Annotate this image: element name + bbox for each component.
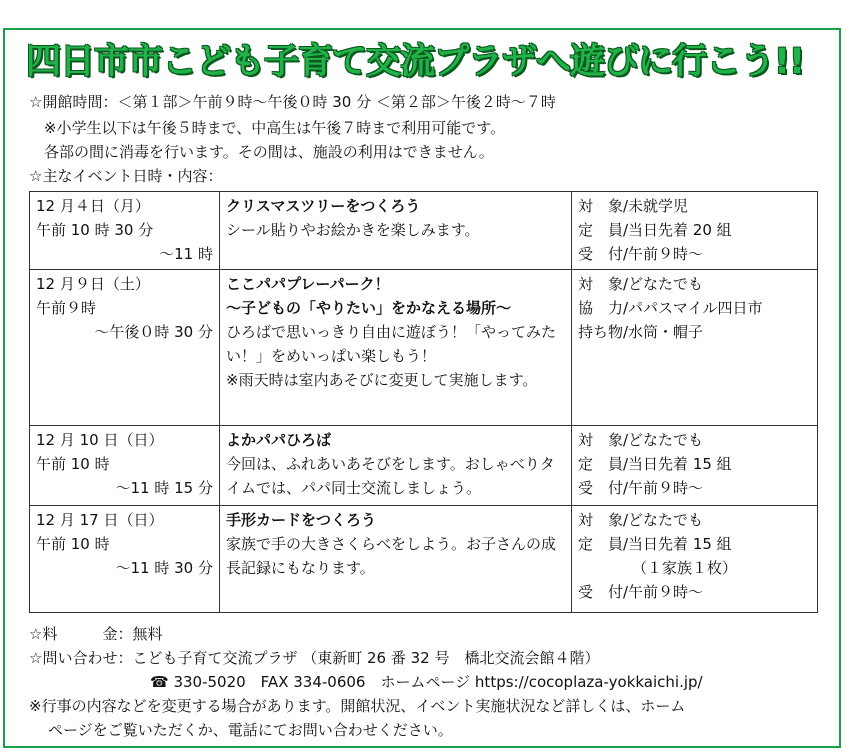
event-detail: 受 付/午前９時〜 [578, 479, 704, 497]
notice-line-2: ページをご覧いただくか、電話にてお問い合わせください。 [48, 721, 453, 739]
event-date: 12 月 17 日（日） [36, 511, 164, 529]
opening-hours: ☆開館時間：＜第１部＞午前９時〜午後０時 30 分 ＜第２部＞午後２時〜７時 [29, 93, 556, 111]
event-time-start: 午前 10 時 30 分 [36, 221, 154, 239]
event-details [572, 506, 818, 613]
contact-address: ☆問い合わせ：こども子育て交流プラザ （東新町 26 番 32 号 橋北交流会館４階） [29, 649, 600, 667]
event-description: 今回は、ふれあいあそびをします。おしゃべりタイムでは、パパ同士交流しましょう。 [226, 455, 555, 497]
event-details [572, 270, 818, 426]
event-date: 12 月４日（月） [36, 197, 150, 215]
event-title: よかパパひろば [226, 431, 332, 449]
event-datetime [30, 192, 220, 270]
event-datetime [30, 506, 220, 613]
event-detail: 持ち物/水筒・帽子 [578, 323, 704, 341]
event-time-end: 〜午後０時 30 分 [94, 323, 213, 341]
event-content [220, 426, 572, 506]
event-description: 家族で手の大きさくらべをしよう。お子さんの成長記録にもなります。 [226, 535, 557, 577]
event-time-end: 〜11 時 30 分 [115, 559, 213, 577]
event-date: 12 月 10 日（日） [36, 431, 164, 449]
event-title: 手形カードをつくろう [226, 511, 377, 529]
event-detail: 定 員/当日先着 15 組 [578, 535, 732, 553]
event-detail: 対 象/未就学児 [578, 197, 689, 215]
events-table [29, 191, 818, 613]
event-details [572, 192, 818, 270]
event-content [220, 506, 572, 613]
event-title: ここパパプレーパーク！ [226, 275, 390, 293]
event-title: クリスマスツリーをつくろう [226, 197, 421, 215]
event-datetime [30, 426, 220, 506]
events-heading: ☆主なイベント日時・内容： [29, 167, 223, 185]
fee: ☆料 金：無料 [29, 625, 163, 643]
event-note: ※雨天時は室内あそびに変更して実施します。 [226, 371, 538, 389]
event-date: 12 月９日（土） [36, 275, 150, 293]
event-description: ひろばで思いっきり自由に遊ぼう！「やってみたい！」をめいっぱい楽しもう！ [226, 323, 557, 365]
event-time-start: 午前 10 時 [36, 535, 110, 553]
contact-phone [150, 672, 703, 692]
event-detail: 定 員/当日先着 20 組 [578, 221, 732, 239]
event-detail: 協 力/パパスマイル四日市 [578, 299, 763, 317]
event-content [220, 270, 572, 426]
event-details [572, 426, 818, 506]
event-detail: 対 象/どなたでも [578, 275, 704, 293]
event-time-start: 午前９時 [36, 299, 97, 317]
table-row [30, 426, 818, 506]
event-time-end: 〜11 時 15 分 [115, 479, 213, 497]
event-subtitle: 〜子どもの「やりたい」をかなえる場所〜 [226, 299, 512, 317]
table-row [30, 270, 818, 426]
event-detail: 定 員/当日先着 15 組 [578, 455, 732, 473]
event-detail: 受 付/午前９時〜 [578, 583, 704, 601]
hours-note-disinfection: 各部の間に消毒を行います。その間は、施設の利用はできません。 [44, 143, 494, 161]
event-description: シール貼りやお絵かきを楽しみます。 [226, 221, 480, 239]
event-detail: 受 付/午前９時〜 [578, 245, 704, 263]
hours-note-age: ※小学生以下は午後５時まで、中高生は午後７時まで利用可能です。 [44, 119, 506, 137]
event-time-end: 〜11 時 [159, 245, 213, 263]
event-detail: 対 象/どなたでも [578, 511, 704, 529]
telephone-icon: ☎ [150, 673, 169, 691]
contact-phone-text: 330-5020 FAX 334-0606 ホームページ https://cocoplaza-yokkaichi.jp/ [173, 673, 703, 691]
event-time-start: 午前 10 時 [36, 455, 110, 473]
notice-line-1: ※行事の内容などを変更する場合があります。開館状況、イベント実施状況など詳しくは、ホーム [29, 697, 686, 715]
table-row [30, 506, 818, 613]
page-title: 四日市市こども子育て交流プラザへ遊びに行こう!! [26, 42, 804, 82]
table-row [30, 192, 818, 270]
event-datetime [30, 270, 220, 426]
event-content [220, 192, 572, 270]
event-detail-extra: （１家族１枚） [632, 559, 738, 577]
event-detail: 対 象/どなたでも [578, 431, 704, 449]
